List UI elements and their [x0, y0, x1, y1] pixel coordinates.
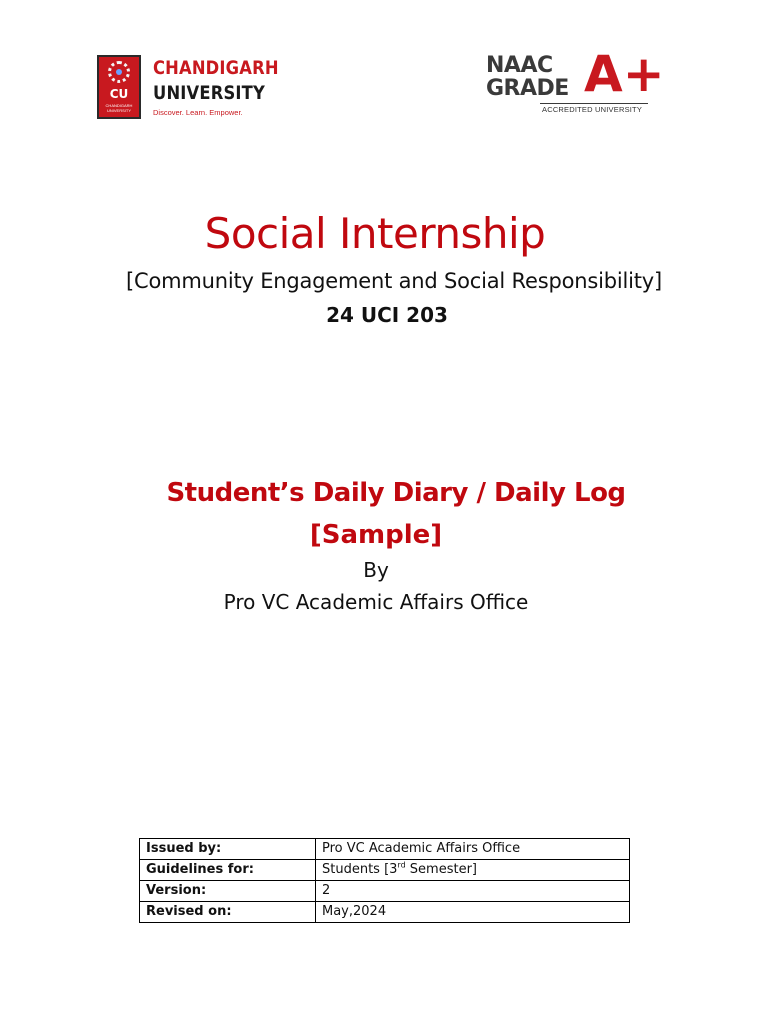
revised-on-label: Revised on:	[140, 902, 316, 923]
chandigarh-university-logo	[97, 55, 297, 121]
cu-name-line-1: CHANDIGARH	[153, 57, 279, 79]
guidelines-for-value	[316, 860, 630, 881]
guidelines-value-suffix: Semester]	[405, 862, 478, 877]
cu-initials: CU	[109, 87, 129, 101]
version-value: 2	[316, 881, 630, 902]
grade-a-plus-mark: A+	[584, 45, 665, 103]
naac-accredited-text: ACCREDITED UNIVERSITY	[542, 105, 643, 114]
course-code: 24 UCI 203	[326, 303, 448, 327]
by-line: By	[363, 558, 389, 582]
page-subtitle: [Community Engagement and Social Responsibility]	[125, 269, 662, 293]
naac-grade-logo	[484, 45, 665, 116]
grade-word: GRADE	[486, 76, 569, 101]
issuing-office: Pro VC Academic Affairs Office	[223, 590, 529, 614]
table-row	[140, 839, 630, 860]
guidelines-for-label: Guidelines for:	[140, 860, 316, 881]
diary-sample-label: [Sample]	[309, 520, 443, 550]
naac-word: NAAC	[486, 53, 553, 78]
table-row	[140, 902, 630, 923]
issued-by-label: Issued by:	[140, 839, 316, 860]
cu-emblem-caption: CHANDIGARH UNIVERSITY	[105, 103, 133, 113]
issued-by-value: Pro VC Academic Affairs Office	[316, 839, 630, 860]
cu-tagline: Discover. Learn. Empower.	[153, 108, 243, 117]
page-title: Social Internship	[204, 209, 546, 258]
document-info-table	[139, 838, 630, 923]
guidelines-value-prefix: Students [3	[322, 862, 398, 877]
version-label: Version:	[140, 881, 316, 902]
gear-icon	[108, 61, 130, 83]
table-row	[140, 860, 630, 881]
guidelines-value-sup: rd	[397, 860, 406, 870]
revised-on-value: May,2024	[316, 902, 630, 923]
table-row	[140, 881, 630, 902]
naac-divider	[540, 103, 648, 104]
cu-emblem-icon	[97, 55, 141, 119]
diary-heading: Student’s Daily Diary / Daily Log	[166, 478, 626, 508]
cu-name-line-2: UNIVERSITY	[153, 82, 265, 104]
